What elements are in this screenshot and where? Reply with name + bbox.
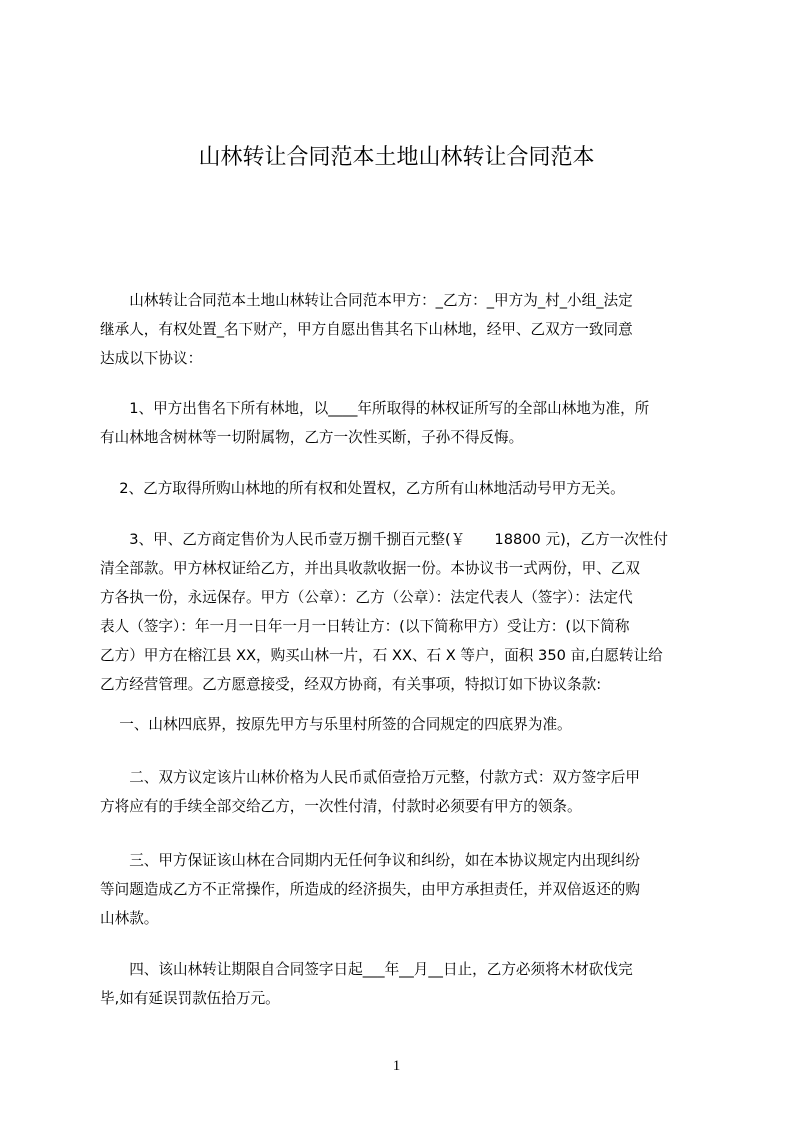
page-number: 1 [392, 1058, 401, 1074]
paragraph-line: 达成以下协议： [100, 350, 203, 367]
paragraph-line: 山林款。 [100, 910, 159, 927]
paragraph-line: 三、甲方保证该山林在合同期内无任何争议和纠纷，如在本协议规定内出现纠纷 [100, 852, 640, 869]
paragraph-line: 乙方）甲方在榕江县 XX，购买山林一片，石 XX、石 X 等户，面积 350 亩,白愿转让给 [100, 647, 663, 664]
paragraph-clause-3 [100, 525, 712, 699]
paragraph-article-1 [100, 710, 712, 739]
paragraph-line: 乙方经营管理。乙方愿意接受，经双方协商，有关事项，特拟订如下协议条款: [100, 676, 602, 693]
paragraph-line: 清全部款。甲方林权证给乙方，并出具收款收据一份。本协议书一式两份，甲、乙双 [100, 560, 640, 577]
paragraph-line: 1、甲方出售名下所有林地，以____年所取得的林权证所写的全部山林地为准，所 [100, 400, 650, 417]
paragraph-line: 2、乙方取得所购山林地的所有权和处置权，乙方所有山林地活动号甲方无关。 [100, 480, 625, 497]
paragraph-intro [100, 286, 712, 373]
paragraph-article-3 [100, 846, 712, 933]
paragraph-line: 方各执一份，永远保存。甲方（公章）：乙方（公章）：法定代表人（签字）：法定代 [100, 589, 633, 606]
paragraph-line: 有山林地含树林等一切附属物，乙方一次性买断，子孙不得反悔。 [100, 429, 524, 446]
paragraph-line: 山林转让合同范本土地山林转让合同范本甲方：_乙方：_甲方为_村_小组_法定 [100, 292, 633, 309]
paragraph-article-4 [100, 955, 712, 1013]
paragraph-line: 毕,如有延误罚款伍拾万元。 [100, 990, 280, 1007]
paragraph-line: 方将应有的手续全部交给乙方，一次性付清，付款时必须要有甲方的领条。 [100, 798, 582, 815]
document-title: 山林转让合同范本土地山林转让合同范本 [198, 145, 595, 170]
paragraph-line: 继承人，有权处置_名下财产，甲方自愿出售其名下山林地，经甲、乙双方一致同意 [100, 321, 633, 338]
paragraph-line: 表人（签字）：年一月一日年一月一日转让方：(以下简称甲方）受让方：(以下简称 [100, 618, 630, 635]
paragraph-line: 等问题造成乙方不正常操作，所造成的经济损失，由甲方承担责任，并双倍返还的购 [100, 881, 640, 898]
paragraph-line: 四、该山林转让期限自合同签字日起___年__月__日止，乙方必须将木材砍伐完 [100, 961, 633, 978]
paragraph-line: 二、双方议定该片山林价格为人民币贰佰壹拾万元整，付款方式：双方签字后甲 [100, 769, 640, 786]
paragraph-clause-2 [100, 474, 712, 503]
paragraph-line: 一、山林四底界，按原先甲方与乐里村所签的合同规定的四底界为准。 [100, 716, 572, 733]
paragraph-article-2 [100, 763, 712, 821]
paragraph-line: 3、甲、乙方商定售价为人民币壹万捌千捌百元整(￥ 18800 元)，乙方一次性付 [100, 531, 668, 548]
paragraph-clause-1 [100, 394, 712, 452]
